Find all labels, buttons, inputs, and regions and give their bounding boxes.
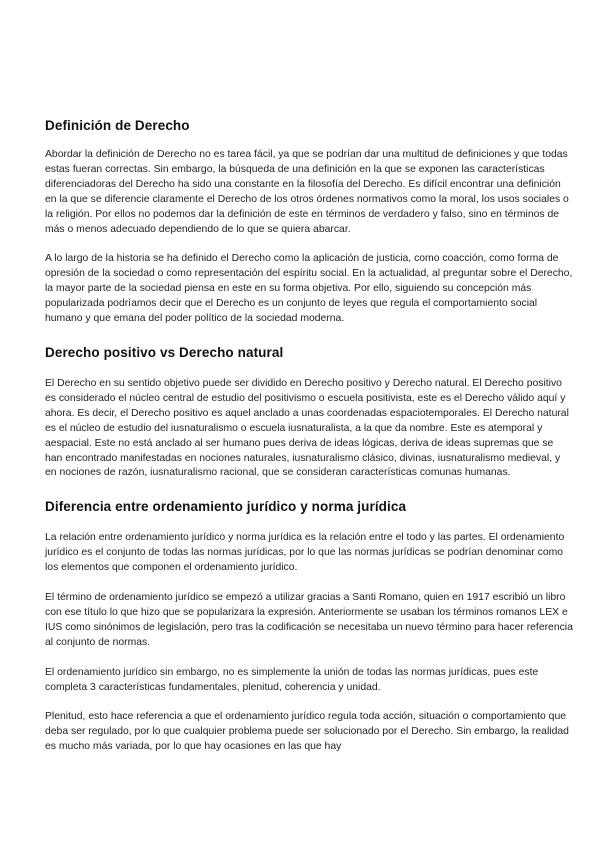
paragraph: El Derecho en su sentido objetivo puede ser dividido en Derecho positivo y Derecho natural. El Derecho positivo es considerado el núcleo central de estudio del positivismo o escuela positivista, este es el Derecho válido aquí y ahora. Es decir, el Derecho positivo es aquel anclado a unas coordenadas espaciotemporales. El Derecho natural es el núcleo de estudio del iusnaturalismo o escuela iusnaturalista, a la que da nombre. Este es atemporal y aespacial. Este no está anclado al ser humano pues deriva de ideas lógicas, deriva de ideas supremas que se han encontrado manifestadas en nociones naturales, iusnaturalismo clásico, divinas, iusnaturalismo medieval, y en nociones de razón, iusnaturalismo racional, que se consideran características comunas humanas. bbox=[45, 377, 569, 479]
paragraph: La relación entre ordenamiento jurídico y norma jurídica es la relación entre el todo y las partes. El ordenamiento jurídico es el conjunto de todas las normas jurídicas, por lo que las normas jurídicas se podrían denominar como los elementos que componen el ordenamiento jurídico. bbox=[45, 532, 565, 574]
section-heading-diferencia: Diferencia entre ordenamiento jurídico y norma jurídica bbox=[45, 499, 407, 515]
paragraph: Plenitud, esto hace referencia a que el ordenamiento jurídico regula toda acción, situación o comportamiento que deba ser regulado, por lo que cualquier problema puede ser solucionado por el Derecho. Sin embargo, la realidad es mucho más variada, por lo que hay ocasiones en las que hay bbox=[45, 711, 569, 753]
section-heading-positivo-natural: Derecho positivo vs Derecho natural bbox=[45, 344, 284, 360]
paragraph: A lo largo de la historia se ha definido el Derecho como la aplicación de justicia, como coacción, como forma de opresión de la sociedad o como representación del espíritu social. En la actualidad, al preguntar sobre el Derecho, la mayor parte de la sociedad piensa en este en su forma objetiva. Por ello, siguiendo su concepción más popularizada podríamos decir que el Derecho es un conjunto de leyes que regula el comportamiento social humano y que emana del poder político de la sociedad moderna. bbox=[45, 253, 573, 325]
section-body-diferencia bbox=[45, 531, 573, 755]
section-heading-definicion: Definición de Derecho bbox=[45, 118, 190, 133]
paragraph: Abordar la definición de Derecho no es tarea fácil, ya que se podrían dar una multitud de definiciones y que todas estas fueran correctas. Sin embargo, la búsqueda de una definición en la que se exponen las características diferenciadoras del Derecho ha sido una constante en la filosofía del Derecho. Es difícil encontrar una definición en la que se diferencie claramente el Derecho de los otros órdenes normativos como la moral, los usos sociales o la religión. Por ellos no podemos dar la definición de este en términos de verdadero y falso, sino en términos de más o menos adecuado dependiendo de lo que se quiera abarcar. bbox=[45, 149, 569, 235]
paragraph: El ordenamiento jurídico sin embargo, no es simplemente la unión de todas las normas jurídicas, pues este completa 3 características fundamentales, plenitud, coherencia y unidad. bbox=[45, 666, 539, 693]
paragraph: El término de ordenamiento jurídico se empezó a utilizar gracias a Santi Romano, quien en 1917 escribió un libro con ese título lo que hizo que se popularizara la expresión. Anteriormente se usaban los términos romanos LEX e IUS como sinónimos de legislación, pero tras la codificación se necesitaba un nuevo término para hacer referencia al conjunto de normas. bbox=[45, 592, 573, 648]
document-page bbox=[45, 117, 573, 755]
